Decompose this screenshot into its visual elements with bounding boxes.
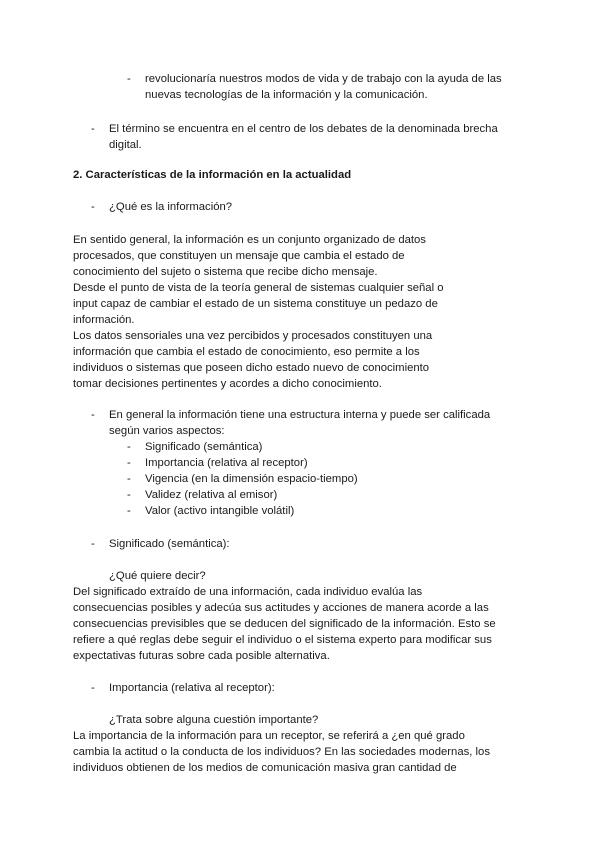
bullet-dash: - [91,409,95,421]
importancia-question: ¿Trata sobre alguna cuestión importante? [109,714,319,726]
paragraph-line: input capaz de cambiar el estado de un sistema constituye un pedazo de [73,298,438,310]
bullet-dash: - [127,473,131,485]
importancia-bullet: Importancia (relativa al receptor): [109,682,275,694]
aspect-item: Vigencia (en la dimensión espacio-tiempo) [145,473,358,485]
paragraph-line: información. [73,314,135,326]
bullet-dash: - [91,538,95,550]
bullet-dash: - [91,201,95,213]
paragraph-line: Los datos sensoriales una vez percibidos y procesados constituyen una [73,330,433,342]
bullet-dash: - [127,441,131,453]
list-item-line: El término se encuentra en el centro de los debates de la denominada brecha [109,123,498,135]
paragraph-line: tomar decisiones pertinentes y acordes a dicho conocimiento. [73,378,382,390]
bullet-dash: - [127,505,131,517]
bullet-dash: - [91,123,95,135]
aspects-intro-line: según varios aspectos: [109,425,225,437]
sub-item-line: revolucionaría nuestros modos de vida y de trabajo con la ayuda de las [145,73,502,85]
sub-item-line: nuevas tecnologías de la información y la comunicación. [145,89,428,101]
aspects-intro-line: En general la información tiene una estructura interna y puede ser calificada [109,409,491,421]
bullet-dash: - [127,457,131,469]
paragraph-line: expectativas futuras sobre cada posible alternativa. [73,650,330,662]
paragraph-line: individuos o sistemas que poseen dicho estado nuevo de conocimiento [73,362,430,374]
section-heading: 2. Características de la información en la actualidad [73,169,352,181]
paragraph-line: refiere a qué reglas debe seguir el individuo o el sistema experto para modificar sus [73,634,492,646]
significado-question: ¿Qué quiere decir? [109,570,206,582]
bullet-dash: - [127,73,131,85]
paragraph-line: información que cambia el estado de conocimiento, eso permite a los [73,346,420,358]
paragraph-line: Del significado extraído de una información, cada individuo evalúa las [73,586,423,598]
aspect-item: Valor (activo intangible volátil) [145,505,295,517]
paragraph-line: consecuencias posibles y adecúa sus actitudes y acciones de manera acorde a las [73,602,489,614]
aspect-item: Importancia (relativa al receptor) [145,457,308,469]
bullet-dash: - [91,682,95,694]
paragraph-line: La importancia de la información para un receptor, se referirá a ¿en qué grado [73,730,465,742]
paragraph-line: Desde el punto de vista de la teoría general de sistemas cualquier señal o [73,282,444,294]
paragraph-line: cambia la actitud o la conducta de los individuos? En las sociedades modernas, los [73,746,490,758]
aspect-item: Significado (semántica) [145,441,263,453]
paragraph-line: individuos obtienen de los medios de comunicación masiva gran cantidad de [73,762,457,774]
paragraph-line: conocimiento del sujeto o sistema que recibe dicho mensaje. [73,266,378,278]
bullet-dash: - [127,489,131,501]
list-item-line: digital. [109,139,142,151]
significado-bullet: Significado (semántica): [109,538,230,550]
paragraph-line: En sentido general, la información es un conjunto organizado de datos [73,234,426,246]
aspect-item: Validez (relativa al emisor) [145,489,278,501]
paragraph-line: consecuencias previsibles que se deducen del significado de la información. Esto se [73,618,496,630]
question-bullet: ¿Qué es la información? [109,201,233,213]
paragraph-line: procesados, que constituyen un mensaje que cambia el estado de [73,250,405,262]
